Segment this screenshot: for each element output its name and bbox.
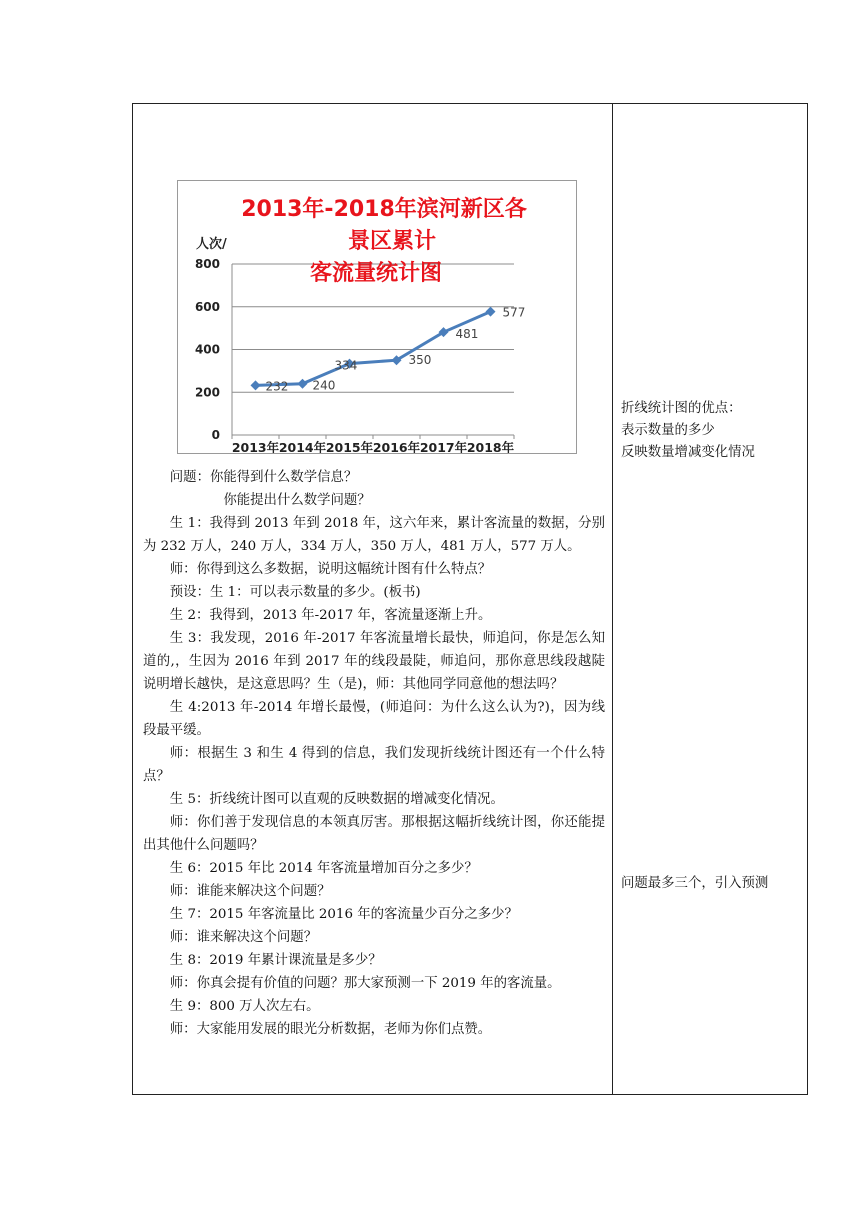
chart-title-line: 景区累计 [347, 229, 437, 254]
x-tick-label: 2016年 [372, 440, 421, 453]
dialogue-paragraph: 生 6：2015 年比 2014 年客流量增加百分之多少？ [169, 861, 478, 876]
line-chart [177, 180, 577, 454]
dialogue-paragraph: 生 2：我得到，2013 年-2017 年，客流量逐渐上升。 [169, 608, 492, 623]
x-tick-label: 2015年 [325, 440, 374, 453]
side-note-prediction [621, 873, 768, 895]
x-tick-label: 2018年 [466, 440, 515, 453]
series-line [256, 312, 491, 386]
y-tick-label: 400 [194, 342, 220, 357]
dialogue-paragraph: 师：根据生 3 和生 4 得到的信息，我们发现折线统计图还有一个什么特点？ [143, 746, 605, 784]
data-label: 577 [502, 305, 526, 320]
side-note-line: 表示数量的多少 [621, 423, 715, 438]
dialogue-paragraph: 生 4:2013 年-2014 年增长最慢，(师追问：为什么这么认为?)，因为线段最平缓。 [143, 700, 605, 738]
data-label: 240 [312, 378, 336, 393]
side-note-line: 问题最多三个，引入预测 [621, 876, 769, 891]
data-point-marker [251, 380, 261, 390]
side-note-line: 反映数量增减变化情况 [621, 445, 755, 460]
dialogue-paragraph: 生 7：2015 年客流量比 2016 年的客流量少百分之多少？ [169, 907, 518, 922]
chart-title-line: 2013年-2018年滨河新区各 [241, 197, 527, 222]
data-label: 481 [455, 327, 479, 342]
line-chart-svg [178, 181, 576, 453]
x-tick-label: 2014年 [278, 440, 327, 453]
dialogue-paragraph: 生 3：我发现，2016 年-2017 年客流量增长最快，师追问，你是怎么知道的,，生因为 2016 年到 2017 年的线段最陡，师追问，那你意思线段越陡说明增长越快，是这意思吗？生（是)，师：其他同学同意他的想法吗？ [143, 631, 605, 692]
dialogue-paragraph: 你能提出什么数学问题？ [223, 493, 371, 508]
dialogue-paragraph: 问题：你能得到什么数学信息？ [169, 470, 358, 485]
dialogue-paragraph: 生 9：800 万人次左右。 [169, 999, 320, 1014]
dialogue-paragraph: 生 8：2019 年累计课流量是多少？ [169, 953, 382, 968]
dialogue-paragraph: 预设：生 1：可以表示数量的多少。(板书) [169, 585, 421, 600]
dialogue-paragraph: 师：你真会提有价值的问题？那大家预测一下 2019 年的客流量。 [169, 976, 561, 991]
dialogue-paragraph: 师：谁来解决这个问题？ [169, 930, 318, 945]
dialogue-paragraph: 生 1：我得到 2013 年到 2018 年，这六年来，累计客流量的数据，分别为 232 万人，240 万人，334 万人，350 万人，481 万人，577 万人。 [143, 516, 605, 554]
x-tick-label: 2013年 [231, 440, 280, 453]
data-point-marker [298, 379, 308, 389]
dialogue-paragraph: 师：谁能来解决这个问题？ [169, 884, 331, 899]
lesson-dialogue [143, 466, 605, 1041]
y-tick-label: 600 [194, 299, 220, 314]
data-label: 232 [265, 379, 289, 394]
y-tick-label: 0 [211, 428, 220, 442]
side-note-line: 折线统计图的优点： [621, 401, 742, 416]
dialogue-paragraph: 师：你得到这么多数据，说明这幅统计图有什么特点？ [169, 562, 492, 577]
y-axis-label: 人次/ [196, 237, 227, 252]
side-note-advantages [621, 398, 755, 464]
chart-title-line: 客流量统计图 [309, 261, 443, 286]
data-point-marker [486, 307, 496, 317]
data-label: 334 [334, 358, 358, 373]
dialogue-paragraph: 生 5：折线统计图可以直观的反映数据的增减变化情况。 [169, 792, 504, 807]
y-tick-label: 800 [194, 257, 220, 271]
y-tick-label: 200 [194, 385, 220, 400]
data-label: 350 [408, 353, 432, 368]
lesson-table [132, 103, 808, 1095]
dialogue-paragraph: 师：大家能用发展的眼光分析数据，老师为你们点赞。 [169, 1022, 492, 1037]
x-tick-label: 2017年 [419, 440, 468, 453]
dialogue-paragraph: 师：你们善于发现信息的本领真厉害。那根据这幅折线统计图，你还能提出其他什么问题吗？ [143, 815, 605, 853]
column-divider [612, 104, 613, 1094]
